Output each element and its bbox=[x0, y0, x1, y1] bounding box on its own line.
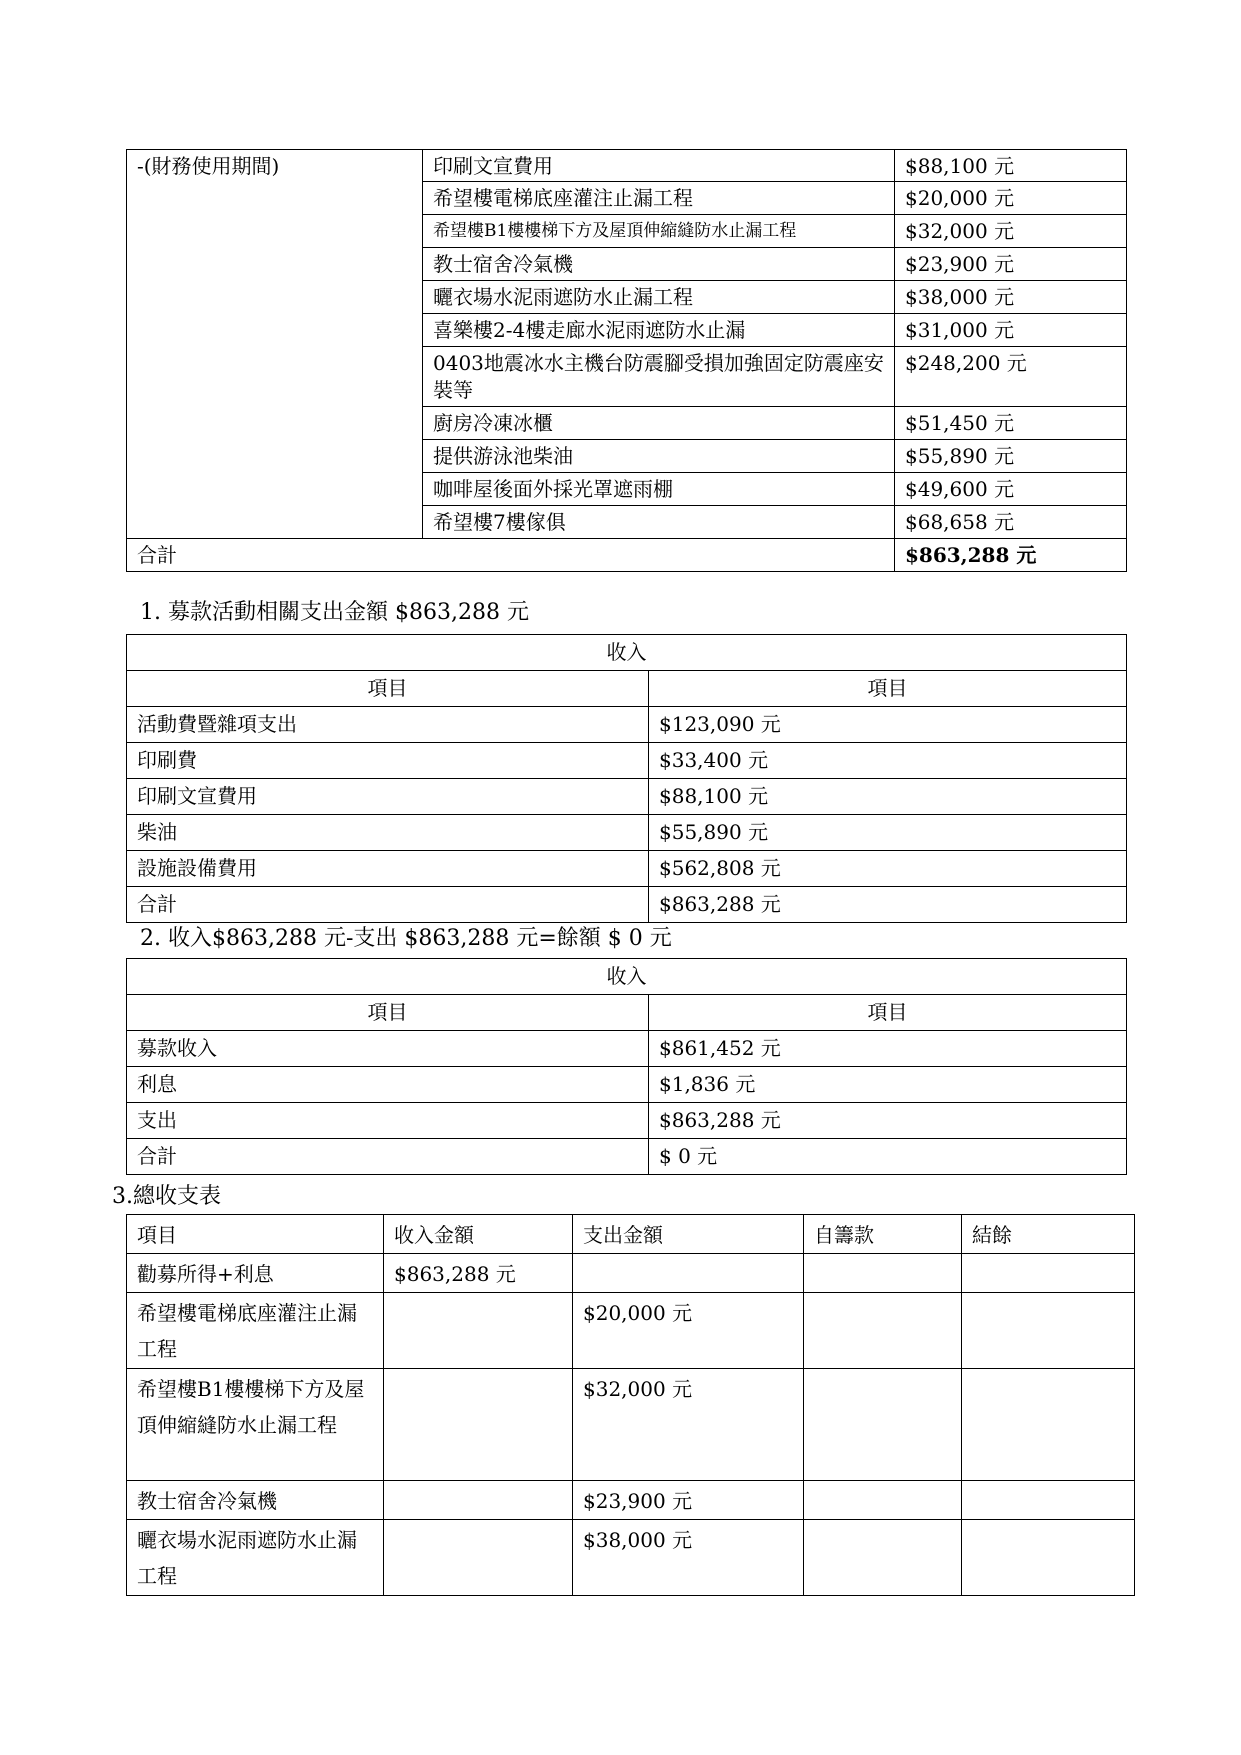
row-amount: $863,288 元 bbox=[649, 887, 1127, 923]
row-balance bbox=[962, 1293, 1135, 1369]
row-self-funded bbox=[804, 1369, 962, 1481]
row-income bbox=[384, 1520, 573, 1596]
expense-item: 咖啡屋後面外採光罩遮雨棚 bbox=[423, 473, 895, 506]
row-income bbox=[384, 1481, 573, 1520]
summary-table bbox=[126, 1214, 1135, 1596]
row-amount: $55,890 元 bbox=[649, 815, 1127, 851]
expense-item: 教士宿舍冷氣機 bbox=[423, 248, 895, 281]
row-balance bbox=[962, 1254, 1135, 1293]
expense-amount: $49,600 元 bbox=[895, 473, 1127, 506]
column-header: 自籌款 bbox=[804, 1215, 962, 1254]
row-expense bbox=[573, 1254, 804, 1293]
row-item: 印刷文宣費用 bbox=[127, 779, 649, 815]
expense-amount: $248,200 元 bbox=[895, 347, 1127, 407]
column-header: 項目 bbox=[127, 671, 649, 707]
row-expense: $23,900 元 bbox=[573, 1481, 804, 1520]
expense-item: 希望樓電梯底座灌注止漏工程 bbox=[423, 182, 895, 215]
row-balance bbox=[962, 1369, 1135, 1481]
row-item: 活動費暨雜項支出 bbox=[127, 707, 649, 743]
row-item: 利息 bbox=[127, 1067, 649, 1103]
row-amount: $1,836 元 bbox=[649, 1067, 1127, 1103]
expense-amount: $20,000 元 bbox=[895, 182, 1127, 215]
row-self-funded bbox=[804, 1254, 962, 1293]
row-amount: $33,400 元 bbox=[649, 743, 1127, 779]
table-title: 收入 bbox=[127, 959, 1127, 995]
section2-table bbox=[126, 958, 1127, 1175]
expense-amount: $51,450 元 bbox=[895, 407, 1127, 440]
row-item: 支出 bbox=[127, 1103, 649, 1139]
row-balance bbox=[962, 1481, 1135, 1520]
row-self-funded bbox=[804, 1481, 962, 1520]
expense-item: 希望樓7樓傢俱 bbox=[423, 506, 895, 539]
section1-table bbox=[126, 634, 1127, 923]
column-header: 支出金額 bbox=[573, 1215, 804, 1254]
expense-amount: $55,890 元 bbox=[895, 440, 1127, 473]
row-self-funded bbox=[804, 1293, 962, 1369]
row-item: 柴油 bbox=[127, 815, 649, 851]
column-header: 項目 bbox=[127, 1215, 384, 1254]
expense-detail-table bbox=[126, 149, 1127, 572]
row-balance bbox=[962, 1520, 1135, 1596]
row-self-funded bbox=[804, 1520, 962, 1596]
expense-item: 0403地震冰水主機台防震腳受損加強固定防震座安裝等 bbox=[423, 347, 895, 407]
row-item: 曬衣場水泥雨遮防水止漏工程 bbox=[127, 1520, 384, 1596]
section2-heading: 2. 收入$863,288 元-支出 $863,288 元=餘額 $ 0 元 bbox=[140, 926, 672, 951]
row-item: 希望樓電梯底座灌注止漏工程 bbox=[127, 1293, 384, 1369]
row-amount: $ 0 元 bbox=[649, 1139, 1127, 1175]
expense-amount: $38,000 元 bbox=[895, 281, 1127, 314]
expense-amount: $68,658 元 bbox=[895, 506, 1127, 539]
section1-heading: 1. 募款活動相關支出金額 $863,288 元 bbox=[140, 600, 529, 625]
row-item: 印刷費 bbox=[127, 743, 649, 779]
row-amount: $861,452 元 bbox=[649, 1031, 1127, 1067]
column-header: 收入金額 bbox=[384, 1215, 573, 1254]
total-amount: $863,288 元 bbox=[895, 539, 1127, 572]
table-title: 收入 bbox=[127, 635, 1127, 671]
column-header: 項目 bbox=[127, 995, 649, 1031]
row-amount: $123,090 元 bbox=[649, 707, 1127, 743]
expense-amount: $88,100 元 bbox=[895, 150, 1127, 182]
row-item: 合計 bbox=[127, 887, 649, 923]
row-amount: $88,100 元 bbox=[649, 779, 1127, 815]
total-label: 合計 bbox=[127, 539, 895, 572]
row-income: $863,288 元 bbox=[384, 1254, 573, 1293]
expense-amount: $32,000 元 bbox=[895, 215, 1127, 248]
row-expense: $20,000 元 bbox=[573, 1293, 804, 1369]
row-amount: $863,288 元 bbox=[649, 1103, 1127, 1139]
expense-item: 印刷文宣費用 bbox=[423, 150, 895, 182]
expense-item: 提供游泳池柴油 bbox=[423, 440, 895, 473]
row-income bbox=[384, 1293, 573, 1369]
row-income bbox=[384, 1369, 573, 1481]
expense-item: 廚房冷凍冰櫃 bbox=[423, 407, 895, 440]
expense-amount: $31,000 元 bbox=[895, 314, 1127, 347]
expense-item: 曬衣場水泥雨遮防水止漏工程 bbox=[423, 281, 895, 314]
row-expense: $32,000 元 bbox=[573, 1369, 804, 1481]
period-cell: -(財務使用期間) bbox=[127, 150, 423, 539]
row-item: 教士宿舍冷氣機 bbox=[127, 1481, 384, 1520]
column-header: 項目 bbox=[649, 995, 1127, 1031]
column-header: 結餘 bbox=[962, 1215, 1135, 1254]
row-expense: $38,000 元 bbox=[573, 1520, 804, 1596]
expense-amount: $23,900 元 bbox=[895, 248, 1127, 281]
row-item: 募款收入 bbox=[127, 1031, 649, 1067]
expense-item: 希望樓B1樓樓梯下方及屋頂伸縮縫防水止漏工程 bbox=[423, 215, 895, 248]
expense-item: 喜樂樓2-4樓走廊水泥雨遮防水止漏 bbox=[423, 314, 895, 347]
row-item: 勸募所得+利息 bbox=[127, 1254, 384, 1293]
row-amount: $562,808 元 bbox=[649, 851, 1127, 887]
section3-heading: 3.總收支表 bbox=[112, 1184, 221, 1209]
column-header: 項目 bbox=[649, 671, 1127, 707]
row-item: 合計 bbox=[127, 1139, 649, 1175]
row-item: 設施設備費用 bbox=[127, 851, 649, 887]
row-item: 希望樓B1樓樓梯下方及屋頂伸縮縫防水止漏工程 bbox=[127, 1369, 384, 1481]
